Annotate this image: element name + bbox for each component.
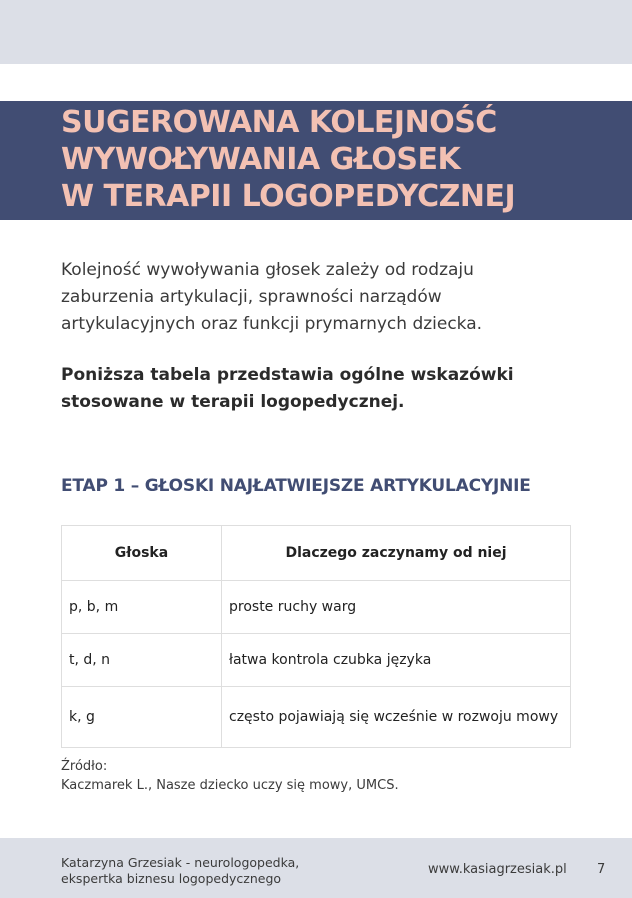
- table-cell-reason: łatwa kontrola czubka języka: [222, 634, 571, 687]
- table-cell-sound: t, d, n: [62, 634, 222, 687]
- intro-bold-paragraph: Poniższa tabela przedstawia ogólne wskazówki stosowane w terapii logopedycznej.: [61, 365, 514, 412]
- column-header-reason: Dlaczego zaczynamy od niej: [222, 526, 571, 581]
- source-text: Kaczmarek L., Nasze dziecko uczy się mowy, UMCS.: [61, 778, 399, 793]
- source-note: [61, 757, 561, 795]
- page-title-line3: W TERAPII LOGOPEDYCZNEJ: [61, 179, 516, 214]
- top-band: [0, 0, 632, 64]
- footer-author-line1: Katarzyna Grzesiak - neurologopedka,: [61, 855, 300, 870]
- table-row: [62, 581, 571, 634]
- table-cell-sound: p, b, m: [62, 581, 222, 634]
- stage-heading: ETAP 1 – GŁOSKI NAJŁATWIEJSZE ARTYKULACYJNIE: [61, 476, 531, 496]
- footer-website-link[interactable]: www.kasiagrzesiak.pl: [428, 862, 567, 877]
- footer-author: [61, 855, 391, 887]
- page-number: 7: [597, 862, 606, 877]
- table-row: [62, 634, 571, 687]
- footer-author-line2: ekspertka biznesu logopedycznego: [61, 871, 282, 886]
- table-cell-sound: k, g: [62, 687, 222, 748]
- source-label: Źródło:: [61, 759, 108, 774]
- table-row: [62, 687, 571, 748]
- column-header-sound: Głoska: [62, 526, 222, 581]
- sounds-table: [61, 525, 571, 748]
- page-title-line1: SUGEROWANA KOLEJNOŚĆ: [61, 105, 497, 140]
- table-cell-reason: często pojawiają się wcześnie w rozwoju mowy: [222, 687, 571, 748]
- page-title-line2: WYWOŁYWANIA GŁOSEK: [61, 142, 461, 177]
- page-title: [61, 104, 621, 215]
- intro-paragraph: Kolejność wywoływania głosek zależy od rodzaju zaburzenia artykulacji, sprawności narządów artykulacyjnych oraz funkcji prymarnych dziecka.: [61, 260, 483, 334]
- table-header-row: [62, 526, 571, 581]
- table-cell-reason: proste ruchy warg: [222, 581, 571, 634]
